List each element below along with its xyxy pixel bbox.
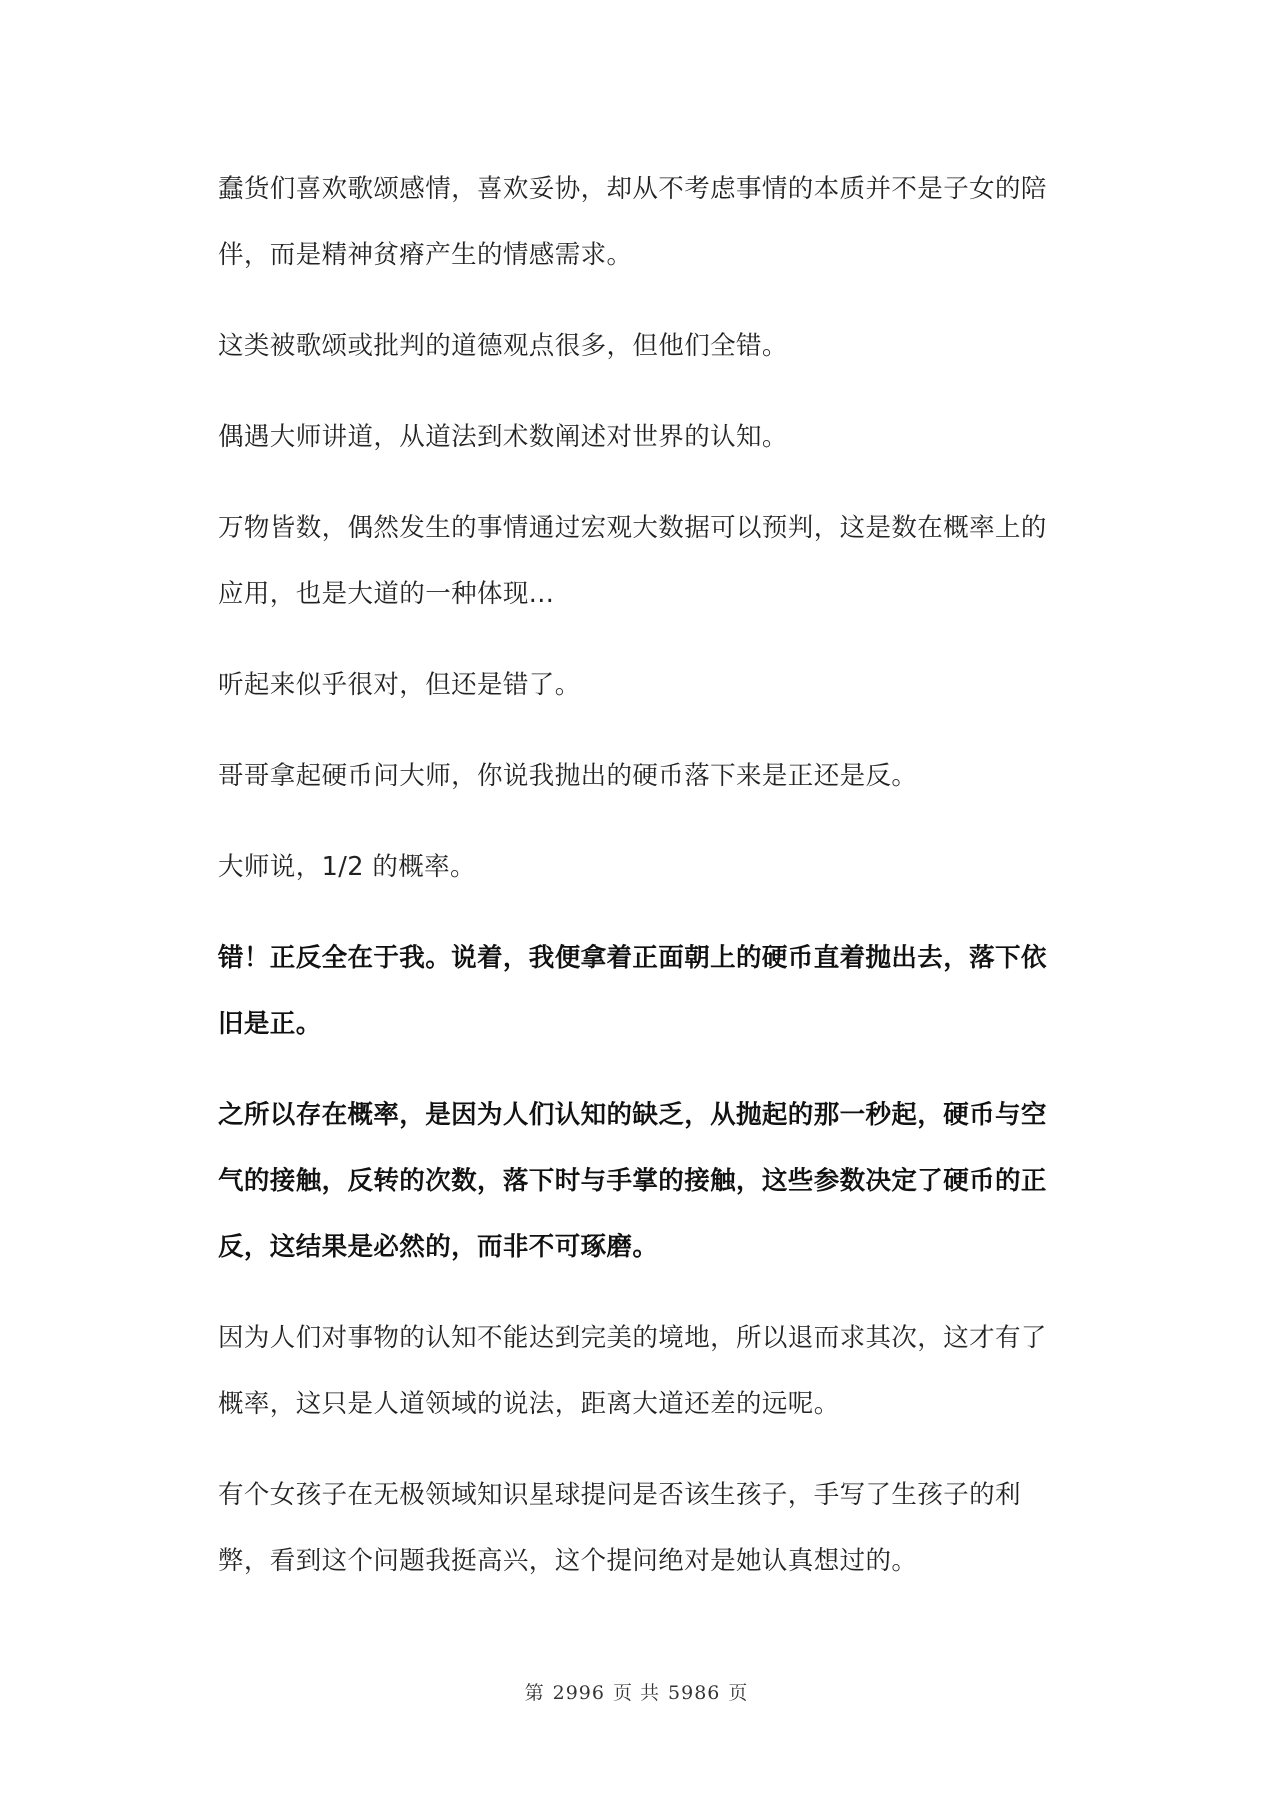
paragraph-11: 有个女孩子在无极领域知识星球提问是否该生孩子，手写了生孩子的利弊，看到这个问题我挺高兴，这个提问绝对是她认真想过的。 — [218, 1480, 1021, 1576]
paragraph-7: 大师说，1/2 的概率。 — [218, 852, 476, 882]
paragraph-6: 哥哥拿起硬币问大师，你说我抛出的硬币落下来是正还是反。 — [218, 761, 918, 791]
paragraph-2: 这类被歌颂或批判的道德观点很多，但他们全错。 — [218, 331, 788, 361]
footer-prefix: 第 — [524, 1682, 545, 1704]
paragraph-3: 偶遇大师讲道，从道法到术数阐述对世界的认知。 — [218, 422, 788, 452]
paragraph-4: 万物皆数，偶然发生的事情通过宏观大数据可以预判，这是数在概率上的应用，也是大道的一种体现... — [218, 513, 1047, 609]
footer-mid: 页 共 — [612, 1682, 661, 1704]
paragraph-5: 听起来似乎很对，但还是错了。 — [218, 670, 581, 700]
paragraph-1: 蠢货们喜欢歌颂感情，喜欢妥协，却从不考虑事情的本质并不是子女的陪伴，而是精神贫瘠产生的情感需求。 — [218, 174, 1047, 270]
paragraph-10: 因为人们对事物的认知不能达到完美的境地，所以退而求其次，这才有了概率，这只是人道领域的说法，距离大道还差的远呢。 — [218, 1323, 1047, 1419]
current-page-number: 2996 — [552, 1682, 605, 1704]
total-page-count: 5986 — [668, 1682, 721, 1704]
paragraph-9-bold: 之所以存在概率，是因为人们认知的缺乏，从抛起的那一秒起，硬币与空气的接触，反转的次数，落下时与手掌的接触，这些参数决定了硬币的正反，这结果是必然的，而非不可琢磨。 — [218, 1100, 1047, 1262]
paragraph-8-bold: 错！正反全在于我。说着，我便拿着正面朝上的硬币直着抛出去，落下依旧是正。 — [218, 943, 1047, 1039]
page-number-footer — [0, 1678, 1273, 1705]
footer-suffix: 页 — [728, 1682, 749, 1704]
page-body — [218, 156, 1064, 1619]
